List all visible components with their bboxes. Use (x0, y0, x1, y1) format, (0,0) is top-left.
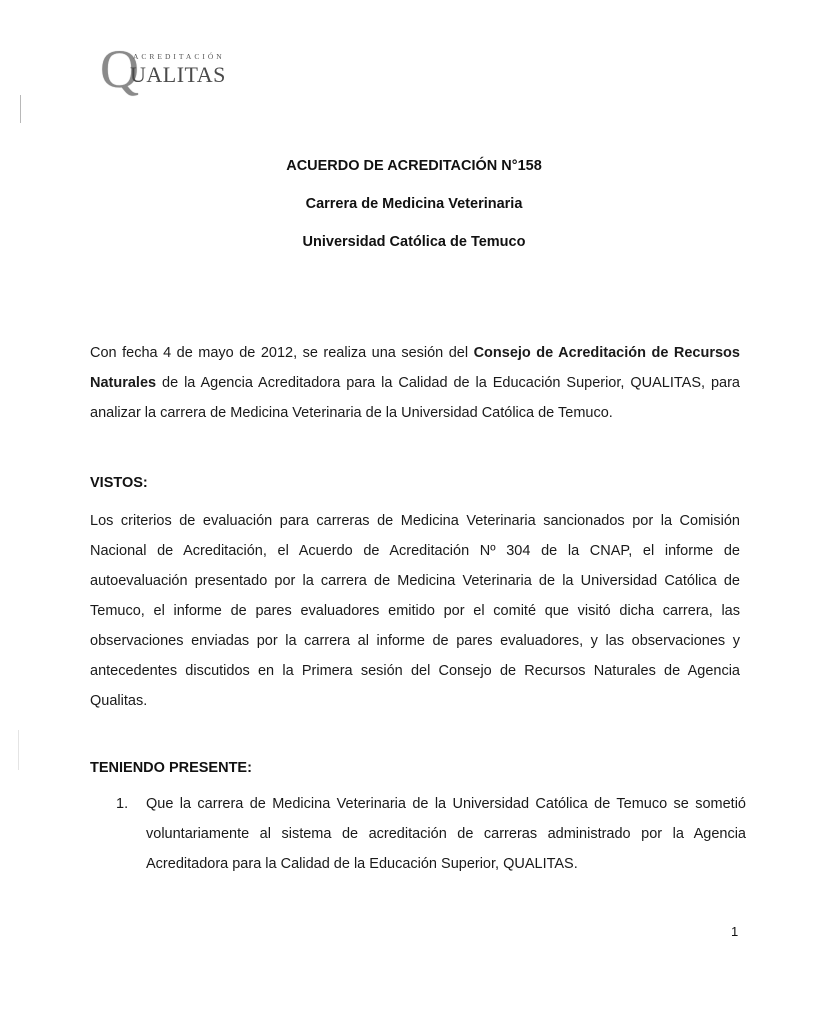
intro-paragraph (90, 338, 740, 428)
logo-wordmark: UALITAS (130, 62, 226, 87)
intro-text-start: Con fecha 4 de mayo de 2012, se realiza una sesión del (90, 345, 474, 361)
logo-letter: Q (100, 39, 139, 99)
university-name: Universidad Católica de Temuco (302, 234, 526, 250)
vistos-paragraph: Los criterios de evaluación para carreras de Medicina Veterinaria sancionados por la Comisión Nacional de Acreditación, el Acuerdo de Acreditación Nº 304 de la CNAP, el informe de autoevaluación presentado por la carrera de Medicina Veterinaria de la Universidad Católica de Temuco, el informe de pares evaluadores emitido por el comité que visitó dicha carrera, las observaciones enviadas por la carrera al informe de pares evaluadores, y las observaciones y antecedentes discutidos en la Primera sesión del Consejo de Recursos Naturales de Agencia Qualitas. (90, 513, 740, 709)
intro-text-end: de la Agencia Acreditadora para la Calidad de la Educación Superior, QUALITAS, para analizar la carrera de Medicina Veterinaria de la Universidad Católica de Temuco. (90, 375, 740, 421)
logo-subtitle: ACREDITACIÓN (133, 52, 225, 61)
scan-edge-mark (18, 730, 19, 770)
page-number: 1 (731, 924, 739, 939)
vistos-title: VISTOS: (90, 475, 148, 491)
document-title: ACUERDO DE ACREDITACIÓN N°158 (286, 158, 542, 174)
list-item-text: Que la carrera de Medicina Veterinaria de la Universidad Católica de Temuco se sometió voluntariamente al sistema de acreditación de carreras administrado por la Agencia Acreditadora para la Calidad de la Educación Superior, QUALITAS. (146, 796, 746, 872)
list-item (116, 789, 746, 879)
scan-edge-mark (20, 95, 21, 123)
list-item-number: 1. (116, 796, 129, 812)
intro-bold-council: Consejo de Acreditación de Recursos Naturales (90, 345, 740, 391)
teniendo-presente-title: TENIENDO PRESENTE: (90, 760, 252, 776)
career-name: Carrera de Medicina Veterinaria (305, 196, 523, 212)
qualitas-logo (100, 39, 280, 100)
